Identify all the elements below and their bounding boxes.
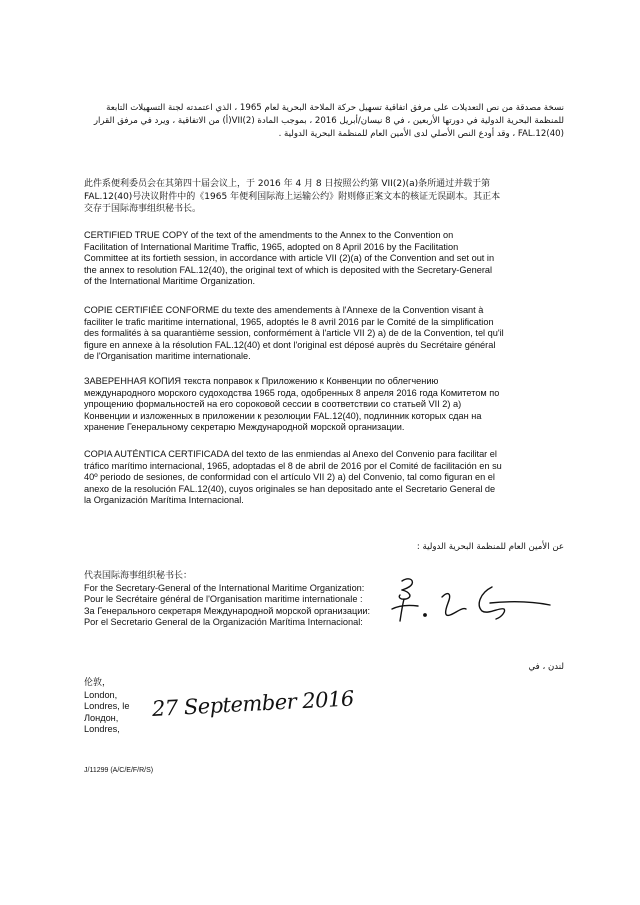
english-line: of the International Maritime Organization.: [84, 276, 256, 287]
place-russian: Лондон,: [84, 712, 119, 723]
arabic-line: FAL.12(40) ، وقد أودع النص الأصلي لدى الأمين العام للمنظمة البحرية الدولية .: [278, 129, 564, 139]
french-line: COPIE CERTIFIÉE CONFORME du texte des amendements à l'Annexe de la Convention visant à: [84, 305, 484, 315]
document-reference: J/11299 (A/C/E/F/R/S): [84, 767, 154, 774]
signature-english: For the Secretary-General of the International Maritime Organization:: [84, 582, 365, 593]
english-line: Committee at its fortieth session, in accordance with article VII (2)(a) of the Convention and set out in: [84, 253, 495, 264]
place-french: Londres, le: [84, 701, 130, 712]
chinese-line: 交存于国际海事组织秘书长。: [84, 204, 202, 214]
spanish-line: anexo de la resolución FAL.12(40), cuyos originales se han depositado ante el Secretario General de: [84, 483, 496, 494]
arabic-line: للمنظمة البحرية الدولية في دورتها الأربعين ، في 8 نيسان/أبريل 2016 ، بموجب المادة VII(2)(أ) من الاتفاقية ، ويرد في مرفق القرار: [93, 116, 564, 126]
spanish-paragraph: [84, 449, 564, 507]
english-paragraph: [84, 230, 564, 288]
russian-paragraph: [84, 376, 564, 434]
handwritten-signature: [388, 575, 558, 635]
spanish-line: la Organización Marítima Internacional.: [84, 495, 244, 506]
english-line: the annex to resolution FAL.12(40), the original text of which is deposited with the Secretary-General: [84, 264, 493, 275]
signature-block: [84, 570, 370, 629]
russian-line: ЗАВЕРЕННАЯ КОПИЯ текста поправок к Приложению к Конвенции по облегчению: [84, 376, 439, 386]
chinese-line: 此件系便利委员会在其第四十届会议上，于 2016 年 4 月 8 日按照公约第 VII(2)(a)条所通过并载于第: [84, 179, 491, 189]
signature-chinese: 代表国际海事组织秘书长：: [84, 571, 193, 581]
place-arabic: لندن ، في: [528, 662, 564, 672]
handwritten-date: 27 September 2016: [151, 686, 355, 721]
chinese-line: FAL.12(40)号决议附件中的《1965 年便利国际海上运输公约》附则修正案文本的核证无误副本。其正本: [84, 191, 501, 202]
place-english: London,: [84, 689, 118, 700]
signature-spanish: Por el Secretario General de la Organización Marítima Internacional:: [84, 617, 363, 628]
french-paragraph: [84, 305, 564, 363]
french-line: figure en annexe à la résolution FAL.12(40) et dont l'original est déposé auprès du Secrétaire général: [84, 339, 496, 350]
russian-line: упрощению формальностей на его сороковой сессии в соответствии со статьей VII 2) а): [84, 399, 462, 410]
french-line: faciliter le trafic maritime international, 1965, adoptés le 8 avril 2016 par le Comité de la simplification: [84, 316, 494, 327]
spanish-line: 40º periodo de sesiones, de conformidad con el artículo VII 2) a) del Convenio, tal como figuran en el: [84, 472, 495, 483]
russian-line: Конвенции и изложенных в приложении к резолюции FAL.12(40), подлинник которых сдан на: [84, 410, 482, 421]
signature-arabic: عن الأمين العام للمنظمة البحرية الدولية :: [416, 542, 564, 552]
french-line: des formalités à sa quarantième session, conformément à l'article VII 2) a) de de la Convention, tel qu'il: [84, 328, 504, 339]
place-chinese: 伦敦，: [84, 678, 112, 688]
place-spanish: Londres,: [84, 724, 120, 735]
chinese-paragraph: [84, 178, 564, 216]
arabic-paragraph: [84, 102, 564, 141]
spanish-line: COPIA AUTÉNTICA CERTIFICADA del texto de las enmiendas al Anexo del Convenio para facilitar el: [84, 449, 497, 459]
english-line: CERTIFIED TRUE COPY of the text of the amendments to the Annex to the Convention on: [84, 230, 454, 240]
signature-french: Pour le Secrétaire général de l'Organisation maritime internationale :: [84, 594, 363, 605]
russian-line: международного морского судоходства 1965 года, одобренных 8 апреля 2016 года Комитетом по: [84, 387, 500, 398]
french-line: de l'Organisation maritime internationale.: [84, 351, 251, 362]
spanish-line: tráfico marítimo internacional, 1965, adoptadas el 8 de abril de 2016 por el Comité de facilitación en su: [84, 460, 502, 471]
place-block: [84, 677, 129, 736]
signature-russian: За Генерального секретаря Международной морской организации:: [84, 605, 371, 616]
russian-line: хранение Генеральному секретарю Международной морской организации.: [84, 422, 405, 433]
arabic-line: نسخة مصدقة من نص التعديلات على مرفق اتفاقية تسهيل حركة الملاحة البحرية لعام 1965 ، الذي اعتمدته لجنة التسهيلات التابعة: [106, 103, 564, 113]
english-line: Facilitation of International Maritime Traffic, 1965, adopted on 8 April 2016 by the Facilitation: [84, 241, 459, 252]
